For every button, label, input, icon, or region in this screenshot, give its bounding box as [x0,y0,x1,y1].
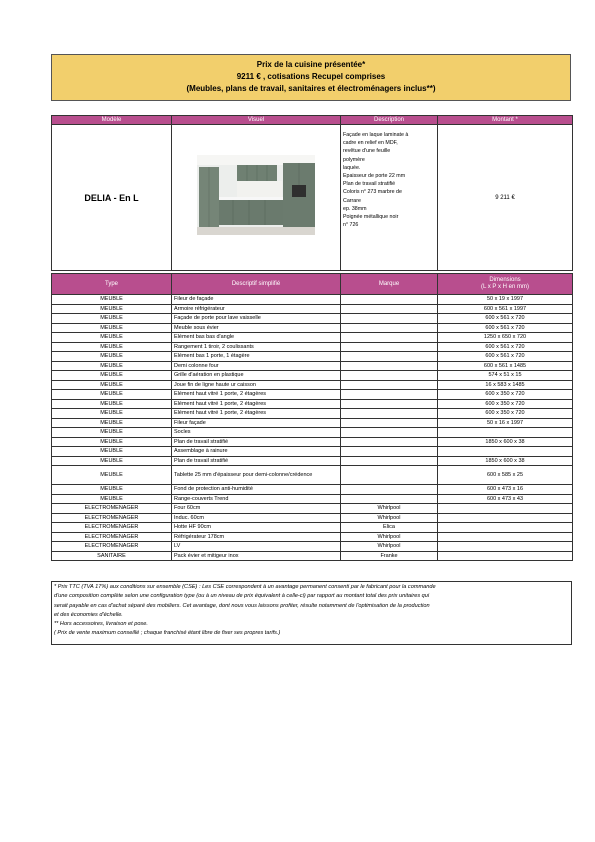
description-line: Plan de travail stratifié [343,181,396,188]
item-brand [341,428,438,438]
item-brand [341,380,438,390]
header-amount: Montant * [438,116,573,125]
item-dimensions: 574 x 51 x 15 [438,371,573,381]
item-brand [341,304,438,314]
item-type: MEUBLE [52,447,172,457]
item-row [52,361,573,371]
item-brand: Whirlpool [341,513,438,523]
item-brand [341,437,438,447]
item-description: Elément bas bas d'angle [172,333,341,343]
kitchen-visual [172,125,341,271]
item-row [52,428,573,438]
item-brand [341,352,438,362]
item-description: Socles [172,428,341,438]
item-dimensions: 600 x 561 x 720 [438,314,573,324]
item-brand [341,390,438,400]
item-row [52,390,573,400]
item-brand [341,456,438,466]
items-table [51,273,573,561]
item-description: Elément haut vitré 1 porte, 2 étagères [172,399,341,409]
footnote-line: * Prix TTC (TVA 17%) aux conditions sur ensemble (CSE) : Les CSE correspondent à un avantage permanent consenti par le fabricant pour la commande [54,584,436,590]
item-dimensions: 1850 x 600 x 38 [438,437,573,447]
item-dimensions: 600 x 473 x 16 [438,485,573,495]
item-dimensions: 600 x 561 x 720 [438,342,573,352]
item-dimensions [438,513,573,523]
item-type: MEUBLE [52,371,172,381]
item-dimensions [438,532,573,542]
summary-header-row [52,116,573,125]
header-dim-title: Dimensions [489,277,521,283]
price-title: Prix de la cuisine présentée* [256,60,366,69]
item-row [52,399,573,409]
description-line: ep. 38mm [343,205,367,212]
item-dimensions: 600 x 473 x 43 [438,494,573,504]
item-brand: Franke [341,551,438,561]
item-type: MEUBLE [52,352,172,362]
item-brand [341,485,438,495]
item-description: Fileur de façade [172,295,341,305]
item-dimensions: 1850 x 600 x 38 [438,456,573,466]
header-type: Type [52,274,172,295]
item-row [52,466,573,485]
item-description: Elément haut vitré 1 porte, 2 étagères [172,409,341,419]
description-line: cadre en relief en MDF, [343,140,398,147]
item-dimensions [438,504,573,514]
item-brand: Whirlpool [341,542,438,552]
item-row [52,523,573,533]
item-row [52,437,573,447]
item-description: Armoire réfrigérateur [172,304,341,314]
item-type: MEUBLE [52,333,172,343]
header-description: Description [341,116,438,125]
item-type: SANITAIRE [52,551,172,561]
header-dim-units: (L x P x H en mm) [480,284,529,290]
item-row [52,551,573,561]
item-dimensions: 600 x 561 x 720 [438,352,573,362]
header-desc: Descriptif simplifié [172,274,341,295]
item-brand: Whirlpool [341,504,438,514]
item-dimensions: 50 x 16 x 1997 [438,418,573,428]
item-description: Elément haut vitré 1 porte, 2 étagères [172,390,341,400]
item-row [52,333,573,343]
item-type: MEUBLE [52,342,172,352]
item-description: Plan de travail stratifié [172,456,341,466]
item-type: MEUBLE [52,295,172,305]
item-type: ELECTROMENAGER [52,513,172,523]
item-dimensions: 50 x 19 x 1997 [438,295,573,305]
item-description: Plan de travail stratifié [172,437,341,447]
summary-table [51,115,573,271]
item-row [52,342,573,352]
item-brand [341,323,438,333]
item-type: MEUBLE [52,418,172,428]
item-description: Fileur façade [172,418,341,428]
item-brand [341,447,438,457]
item-type: MEUBLE [52,494,172,504]
footnote-line: ( Prix de vente maximum conseillé ; chaque franchisé étant libre de fixer ses propres tarifs.) [54,630,281,637]
item-brand [341,342,438,352]
item-brand [341,409,438,419]
item-row [52,418,573,428]
summary-row [52,125,573,271]
item-description: Elément bas 1 porte, 1 étagère [172,352,341,362]
item-description: Range-couverts Trend [172,494,341,504]
footnote-line: serait payable en cas d'achat séparé des mobiliers. Cet avantage, dont nous vous laissons profiter, résulte notamment de l'optimisation de la production [54,602,430,609]
item-description: Meuble sous évier [172,323,341,333]
model-name: DELIA - En L [52,125,172,271]
item-dimensions [438,447,573,457]
item-brand [341,418,438,428]
item-type: MEUBLE [52,323,172,333]
item-row [52,532,573,542]
header-visual: Visuel [172,116,341,125]
footnote-line: d'une composition complète selon une configuration type (ou à un niveau de prix équivalent à celle-ci) par rapport au montant total des prix unitaires qui [54,593,430,600]
item-dimensions: 16 x 583 x 1485 [438,380,573,390]
description-line: Poignée métallique noir [343,214,399,221]
item-type: MEUBLE [52,380,172,390]
footnote-line: ** Hors accessoires, livraison et pose. [54,621,148,628]
item-brand: Whirlpool [341,532,438,542]
item-brand [341,494,438,504]
description-line: laquée. [343,164,361,171]
item-dimensions: 600 x 350 x 720 [438,390,573,400]
item-description: Four 60cm [172,504,341,514]
price-includes: (Meubles, plans de travail, sanitaires et électroménagers inclus**) [186,84,436,93]
item-brand [341,295,438,305]
item-row [52,504,573,514]
items-header-row [52,274,573,295]
item-row [52,456,573,466]
item-type: ELECTROMENAGER [52,504,172,514]
item-type: MEUBLE [52,390,172,400]
item-type: MEUBLE [52,304,172,314]
description-line: polymère [343,156,365,163]
footnote-line: et des économies d'échelle. [54,611,123,618]
item-row [52,409,573,419]
item-brand [341,333,438,343]
header-brand: Marque [341,274,438,295]
price-amount: 9211 € , cotisations Recupel comprises [236,72,386,81]
item-row [52,304,573,314]
item-type: MEUBLE [52,456,172,466]
item-row [52,447,573,457]
item-description: Fond de protection anti-humidité [172,485,341,495]
item-description: Pack évier et mitigeur inox [172,551,341,561]
item-row [52,494,573,504]
item-type: MEUBLE [52,409,172,419]
item-description: Induc. 60cm [172,513,341,523]
item-type: MEUBLE [52,437,172,447]
item-dimensions: 1250 x 650 x 720 [438,333,573,343]
item-type: MEUBLE [52,428,172,438]
description-line: Façade en laque laminate à [343,132,409,138]
item-description: Hotte HF 90cm [172,523,341,533]
header-model: Modèle [52,116,172,125]
item-type: MEUBLE [52,485,172,495]
item-dimensions: 600 x 561 x 1997 [438,304,573,314]
item-dimensions: 600 x 350 x 720 [438,409,573,419]
item-description: Réfrigérateur 178cm [172,532,341,542]
total-amount: 9 211 € [438,125,573,271]
item-dimensions: 600 x 561 x 1485 [438,361,573,371]
item-description: Joue fin de ligne haute ur caisson [172,380,341,390]
item-type: ELECTROMENAGER [52,542,172,552]
item-type: MEUBLE [52,314,172,324]
item-description: Rangement 1 tiroir, 2 coulissants [172,342,341,352]
item-brand [341,466,438,485]
header-dimensions [438,274,573,295]
description-line: revêtue d'une feuille [343,148,391,155]
item-type: MEUBLE [52,361,172,371]
item-description: Tablette 25 mm d'épaisseur pour demi-colonne/crédence [172,466,341,485]
item-dimensions: 600 x 561 x 720 [438,323,573,333]
description-line: n° 726 [343,222,359,229]
item-row [52,380,573,390]
item-dimensions [438,523,573,533]
description-line: Carrare [343,197,361,204]
item-row [52,542,573,552]
kitchen-photo [197,155,315,235]
item-dimensions: 600 x 585 x 25 [438,466,573,485]
item-row [52,485,573,495]
item-dimensions [438,542,573,552]
item-description: Façade de porte pour lave vaisselle [172,314,341,324]
item-dimensions: 600 x 350 x 720 [438,399,573,409]
item-row [52,295,573,305]
description-line: Coloris n° 273 marbre de [343,189,402,196]
item-type: ELECTROMENAGER [52,523,172,533]
item-description: Grille d'aération en plastique [172,371,341,381]
item-row [52,352,573,362]
item-dimensions [438,551,573,561]
kitchen-description [341,125,438,271]
item-row [52,323,573,333]
item-description: Demi colonne four [172,361,341,371]
item-brand [341,371,438,381]
item-brand [341,399,438,409]
item-brand [341,314,438,324]
item-dimensions [438,428,573,438]
price-summary-box [51,54,571,101]
item-row [52,314,573,324]
footnotes [51,581,572,645]
item-brand [341,361,438,371]
item-row [52,513,573,523]
item-type: ELECTROMENAGER [52,532,172,542]
item-description: LV [172,542,341,552]
description-line: Epaisseur de porte 22 mm [343,173,406,180]
item-type: MEUBLE [52,466,172,485]
item-brand: Elica [341,523,438,533]
item-type: MEUBLE [52,399,172,409]
item-row [52,371,573,381]
item-description: Assemblage à rainure [172,447,341,457]
